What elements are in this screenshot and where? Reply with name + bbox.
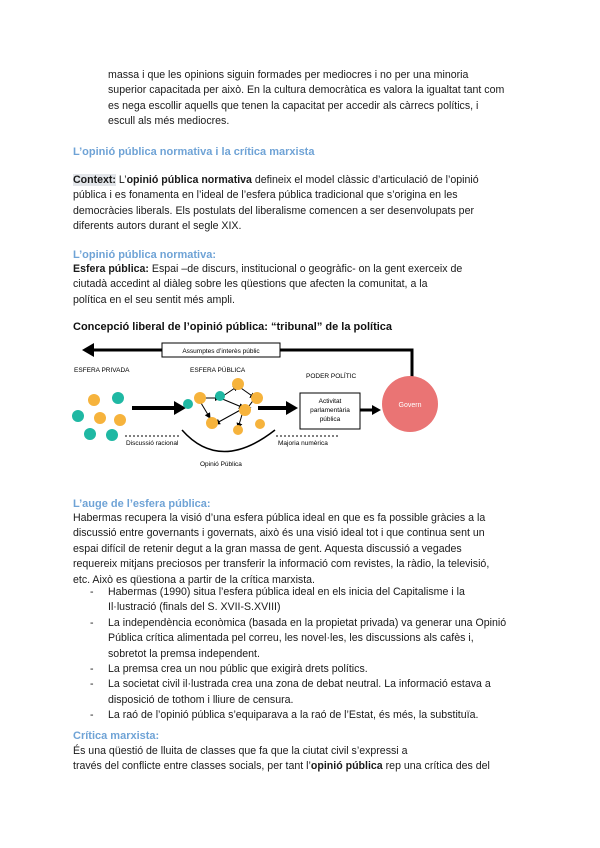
public-sphere-paragraph <box>73 262 513 308</box>
label-private-sphere: ESFERA PRIVADA <box>74 367 130 374</box>
list-item-line: Il·lustració (finals del S. XVII-S.XVIII) <box>108 601 281 614</box>
public-sphere-network <box>182 378 275 452</box>
habermas-line: etc. Això es qüestiona a partir de la crítica marxista. <box>73 573 316 586</box>
intro-line: superior capacitada per això. En la cultura democràtica es valora la igualtat tant com <box>108 84 505 97</box>
list-item-line: - La raó de l’opinió pública s’equiparava a la raó de l’Estat, és més, la substituïa. <box>108 709 479 722</box>
list-item <box>90 708 520 723</box>
context-paragraph <box>73 173 513 235</box>
marxist-line <box>73 759 518 774</box>
arrowhead <box>286 401 298 415</box>
context-line <box>73 173 513 188</box>
list-item-line: Pública crítica alimentada pel correu, les novel·les, les discussions als cafès i, <box>108 632 474 645</box>
list-item-line: - La societat civil il·lustrada crea una zona de debat neutral. La informació estava a <box>108 678 491 691</box>
context-label: Context: <box>73 174 116 186</box>
context-text: L’ <box>115 174 127 186</box>
list-item-line: disposició de tothom i lliure de censura. <box>108 693 294 706</box>
list-item <box>90 585 520 616</box>
habermas-line: discussió entre governants i governats, això és una visió ideal tot i que continua sent un <box>73 527 485 540</box>
habermas-line: espai difícil de retenir degut a la gran massa de gent. Aquesta discussió a vegades <box>73 542 462 555</box>
label-public-opinion: Opinió Pública <box>200 461 242 468</box>
feedback-arrowhead <box>82 343 94 357</box>
habermas-paragraph <box>73 511 518 588</box>
list-item-line: - La premsa crea un nou públic que exigirà drets polítics. <box>108 663 368 676</box>
context-line: diferents autors durant el segle XIX. <box>73 220 242 233</box>
parliament-label-line: parlamentària <box>310 407 350 414</box>
parliament-label-line: Activitat <box>318 398 342 405</box>
label-numeric-majority: Majoria numèrica <box>278 440 328 447</box>
marxist-text: rep una crítica des del <box>382 760 490 773</box>
section-heading-normative: L’opinió pública normativa: <box>73 249 217 261</box>
govern-label: Govern <box>398 402 422 409</box>
intro-line: es nega escollir aquells que tenen la capacitat per accedir als càrrecs polítics, i <box>108 99 479 112</box>
figure-title: Concepció liberal de l’opinió pública: “tribunal” de la política <box>73 321 393 333</box>
context-text: defineix el model clàssic d’articulació de l’opinió <box>251 174 479 186</box>
habermas-bullet-list <box>90 585 520 724</box>
label-public-sphere: ESFERA PÚBLICA <box>190 367 246 374</box>
label-rational-discussion: Discussió racional <box>126 440 179 447</box>
private-sphere-dots <box>72 392 126 441</box>
list-item-line: - La independència econòmica (basada en la propietat privada) va generar una Opinió <box>108 616 507 629</box>
private-dot <box>106 429 118 441</box>
intro-paragraph <box>108 68 528 130</box>
private-dot <box>114 414 126 426</box>
section-heading-normative-marxist: L’opinió pública normativa i la crítica marxista <box>73 146 315 158</box>
public-sphere-label: Esfera pública: <box>73 263 149 275</box>
label-political-power: PODER POLÍTIC <box>306 373 357 380</box>
intro-line: massa i que les opinions siguin formades per mediocres i no per una minoria <box>108 69 469 81</box>
habermas-line: requereix mitjans preciosos per transferir la informació com revistes, la ràdio, la televisió, <box>73 558 490 571</box>
private-dot <box>88 394 100 406</box>
list-item <box>90 616 520 662</box>
marxist-paragraph <box>73 744 518 775</box>
private-dot <box>84 428 96 440</box>
top-box-label: Assumptes d’interès públic <box>182 348 260 355</box>
section-heading-rise-public-sphere: L’auge de l’esfera pública: <box>73 498 211 510</box>
marxist-line: És una qüestió de lluita de classes que fa que la ciutat civil s’expressi a <box>73 745 408 757</box>
habermas-line: Habermas recupera la visió d’una esfera pública ideal en que es fa possible gràcies a la <box>73 512 486 524</box>
list-item-line: - Habermas (1990) situa l’esfera pública ideal en els inicia del Capitalisme i la <box>108 586 465 598</box>
private-dot <box>94 412 106 424</box>
list-item-line: sobretot la premsa independent. <box>108 647 260 660</box>
section-heading-marxist-critique: Crítica marxista: <box>73 730 160 742</box>
public-sphere-line: política en el seu sentit més ampli. <box>73 293 235 306</box>
list-item <box>90 662 520 677</box>
private-dot <box>112 392 124 404</box>
liberal-public-opinion-diagram <box>70 338 450 473</box>
private-dot <box>72 410 84 422</box>
public-sphere-text: Espai –de discurs, institucional o geogràfic- on la gent exerceix de <box>148 263 463 275</box>
marxist-bold-term: opinió pública <box>310 760 383 773</box>
intro-line: escull als més mediocres. <box>108 115 230 128</box>
marxist-text: través del conflicte entre classes socials, per tant l’ <box>73 760 311 773</box>
public-sphere-line: ciutadà accedint al diàleg sobre les qüestions que afecten la comunitat, a la <box>73 278 428 291</box>
context-line: pública i es fonamenta en l’ideal de l’esfera pública tradicional que s’origina en les <box>73 189 458 202</box>
parliament-label-line: pública <box>319 416 341 423</box>
public-sphere-line <box>73 262 513 277</box>
arrowhead <box>372 405 381 415</box>
context-line: democràcies liberals. Els postulats del liberalisme comencen a ser desenvolupats per <box>73 204 474 217</box>
list-item <box>90 677 520 708</box>
context-bold-term: opinió pública normativa <box>126 174 252 186</box>
